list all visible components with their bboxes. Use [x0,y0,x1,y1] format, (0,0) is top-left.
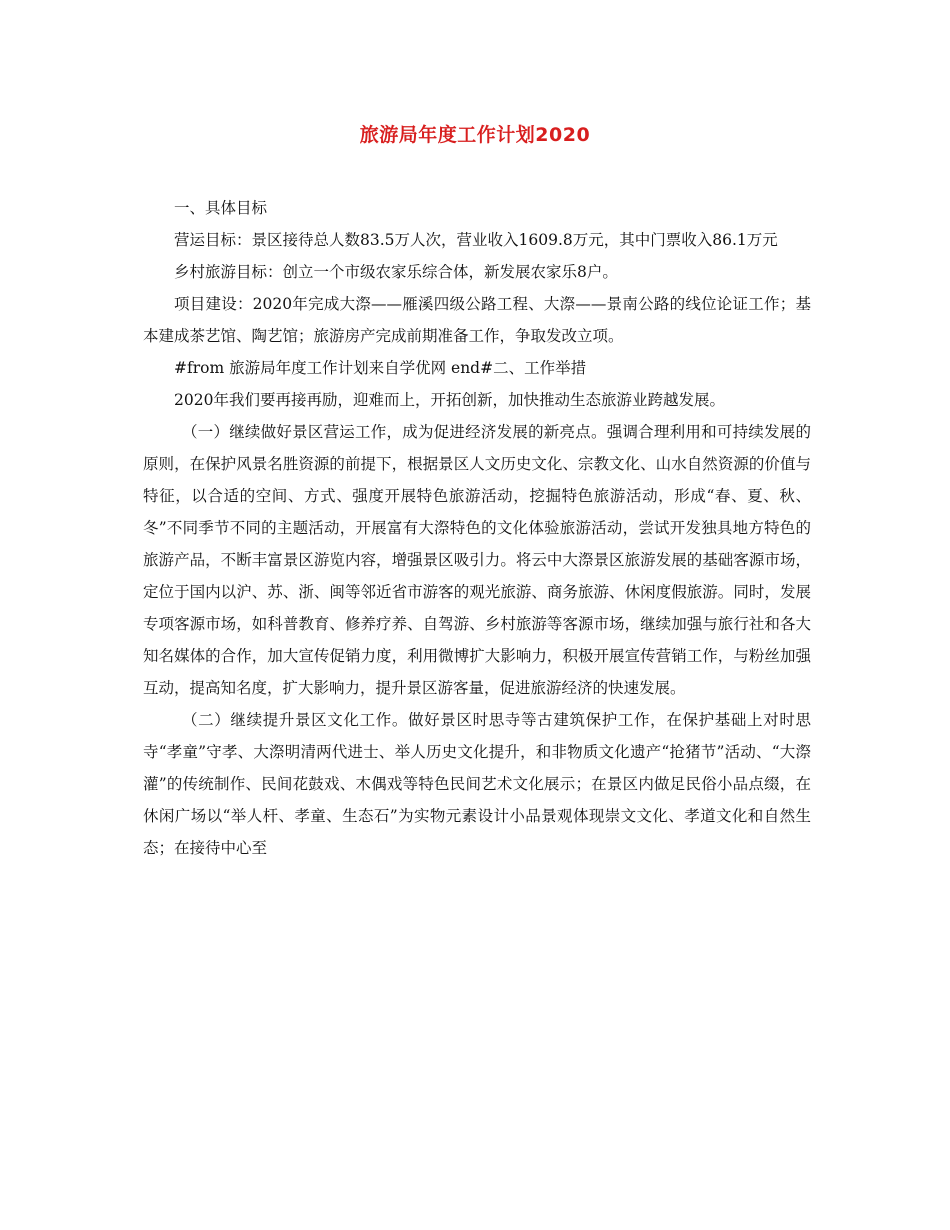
section-heading: 一、具体目标 [174,199,268,217]
paragraph: 营运目标：景区接待总人数83.5万人次，营业收入1609.8万元，其中门票收入86.1万元 [174,231,778,249]
paragraph: 项目建设：2020年完成大漈——雁溪四级公路工程、大漈——景南公路的线位论证工作；基本建成茶艺馆、陶艺馆；旅游房产完成前期准备工作，争取发改立项。 [143,295,811,345]
paragraph: 2020年我们要再接再励，迎难而上，开拓创新，加快推动生态旅游业跨越发展。 [174,391,725,409]
paragraph: （二）继续提升景区文化工作。做好景区时思寺等古建筑保护工作，在保护基础上对时思寺“孝童”守孝、大漈明清两代进士、举人历史文化提升，和非物质文化遗产“抢猪节”活动、“大漈灌”的传统制作、民间花鼓戏、木偶戏等特色民间艺术文化展示；在景区内做足民俗小品点缀，在休闲广场以“举人杆、孝童、生态石”为实物元素设计小品景观体现崇文文化、孝道文化和自然生态；在接待中心至 [143,711,811,857]
paragraph: 乡村旅游目标：创立一个市级农家乐综合体，新发展农家乐8户。 [174,263,618,281]
paragraph: #from 旅游局年度工作计划来自学优网 end#二、工作举措 [174,359,587,377]
document-body [143,192,811,864]
paragraph: （一）继续做好景区营运工作，成为促进经济发展的新亮点。强调合理利用和可持续发展的原则，在保护风景名胜资源的前提下，根据景区人文历史文化、宗教文化、山水自然资源的价值与特征，以合适的空间、方式、强度开展特色旅游活动，挖掘特色旅游活动，形成“春、夏、秋、冬”不同季节不同的主题活动，开展富有大漈特色的文化体验旅游活动，尝试开发独具地方特色的旅游产品，不断丰富景区游览内容，增强景区吸引力。将云中大漈景区旅游发展的基础客源市场，定位于国内以沪、苏、浙、闽等邻近省市游客的观光旅游、商务旅游、休闲度假旅游。同时，发展专项客源市场，如科普教育、修养疗养、自驾游、乡村旅游等客源市场，继续加强与旅行社和各大知名媒体的合作，加大宣传促销力度，利用微博扩大影响力，积极开展宣传营销工作，与粉丝加强互动，提高知名度，扩大影响力，提升景区游客量，促进旅游经济的快速发展。 [143,423,811,697]
document-title: 旅游局年度工作计划2020 [359,124,591,146]
